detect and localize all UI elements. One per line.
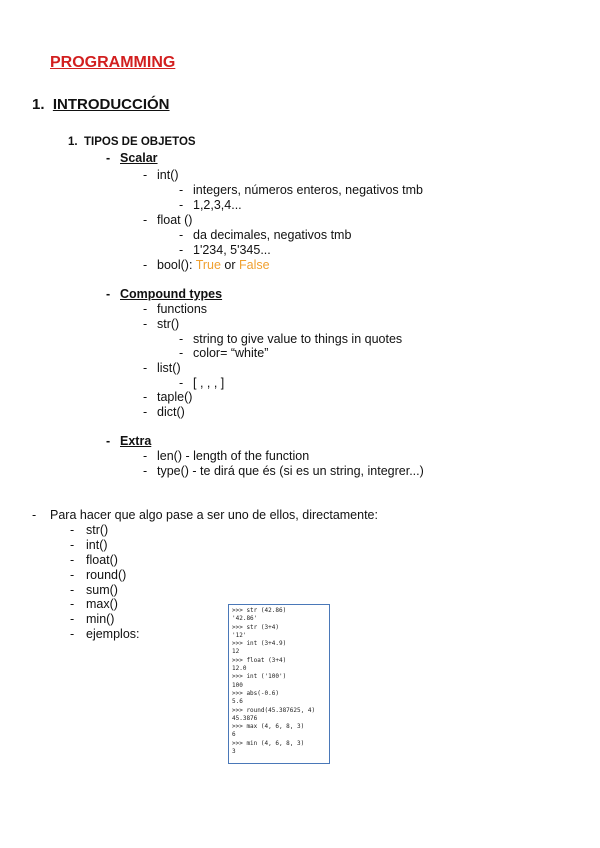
list-item-conv-max: - max(): [70, 597, 118, 611]
code-line: 12.0: [232, 665, 247, 673]
code-line: 5.6: [232, 698, 243, 706]
scalar-heading-text: Scalar: [120, 151, 158, 165]
list-item-dict: - dict(): [143, 405, 185, 419]
list-item-str-note: - color= “white”: [179, 346, 269, 360]
code-line: >>> int (3+4.9): [232, 640, 287, 648]
extra-heading: - Extra: [106, 434, 152, 448]
code-line: >>> float (3+4): [232, 656, 287, 664]
scalar-heading: - Scalar: [106, 151, 158, 165]
section-number: 1.: [32, 96, 45, 113]
code-line: >>> min (4, 6, 8, 3): [232, 739, 305, 747]
code-line: 3: [232, 748, 236, 756]
list-item-list: - list(): [143, 361, 181, 375]
compound-heading-text: Compound types: [120, 287, 223, 301]
code-line: >>> int ('100'): [232, 673, 287, 681]
code-line: 12: [232, 648, 240, 656]
list-item-str: - str(): [143, 317, 180, 331]
list-item-int-note: - integers, números enteros, negativos tmb: [179, 183, 423, 197]
extra-heading-text: Extra: [120, 434, 152, 448]
section-heading-introduccion: [32, 96, 170, 114]
code-line: '42.86': [232, 615, 258, 623]
list-item-conv-sum: - sum(): [70, 583, 118, 597]
list-item-taple: - taple(): [143, 390, 193, 404]
list-item-len: - len() - length of the function: [143, 449, 310, 463]
list-item-bool: - bool(): True or False: [143, 258, 270, 272]
list-item-conv-round: - round(): [70, 568, 127, 582]
compound-heading: - Compound types: [106, 287, 223, 301]
list-item-int-note: - 1,2,3,4...: [179, 198, 242, 212]
list-item-float-note: - da decimales, negativos tmb: [179, 228, 352, 242]
page-title: PROGRAMMING: [50, 54, 176, 71]
subsection-heading-tipos: [68, 135, 196, 150]
list-item-int: - int(): [143, 168, 179, 182]
list-item-type: - type() - te dirá que és (si es un string, integrer...): [143, 464, 424, 478]
list-item-conv-ejemplos: - ejemplos:: [70, 627, 140, 641]
code-line: '12': [232, 631, 247, 639]
code-line: 100: [232, 681, 243, 689]
list-item-conv-str: - str(): [70, 523, 109, 537]
list-item-functions: - functions: [143, 302, 208, 316]
code-line: 45.3876: [232, 714, 258, 722]
list-item-conv-min: - min(): [70, 612, 115, 626]
code-line: >>> round(45.387625, 4): [232, 706, 316, 714]
list-item-float: - float (): [143, 213, 193, 227]
code-line: >>> max (4, 6, 8, 3): [232, 723, 305, 731]
code-line: >>> str (42.86): [232, 607, 287, 614]
subsection-title: TIPOS DE OBJETOS: [83, 136, 196, 148]
list-item-float-note: - 1'234, 5'345...: [179, 243, 271, 257]
subsection-number: 1.: [68, 136, 78, 148]
list-item-conv-int: - int(): [70, 538, 108, 552]
code-line: >>> str (3+4): [232, 623, 279, 631]
section-title: INTRODUCCIÓN: [52, 96, 170, 113]
list-item-list-note: - [ , , , ]: [179, 376, 225, 390]
code-example-box: [228, 604, 330, 764]
code-line: 6: [232, 731, 236, 739]
code-line: >>> abs(-0.6): [232, 689, 279, 697]
list-item-conv-float: - float(): [70, 553, 118, 567]
conversion-intro: - Para hacer que algo pase a ser uno de ellos, directamente:: [32, 508, 378, 522]
list-item-str-note: - string to give value to things in quotes: [179, 332, 403, 346]
